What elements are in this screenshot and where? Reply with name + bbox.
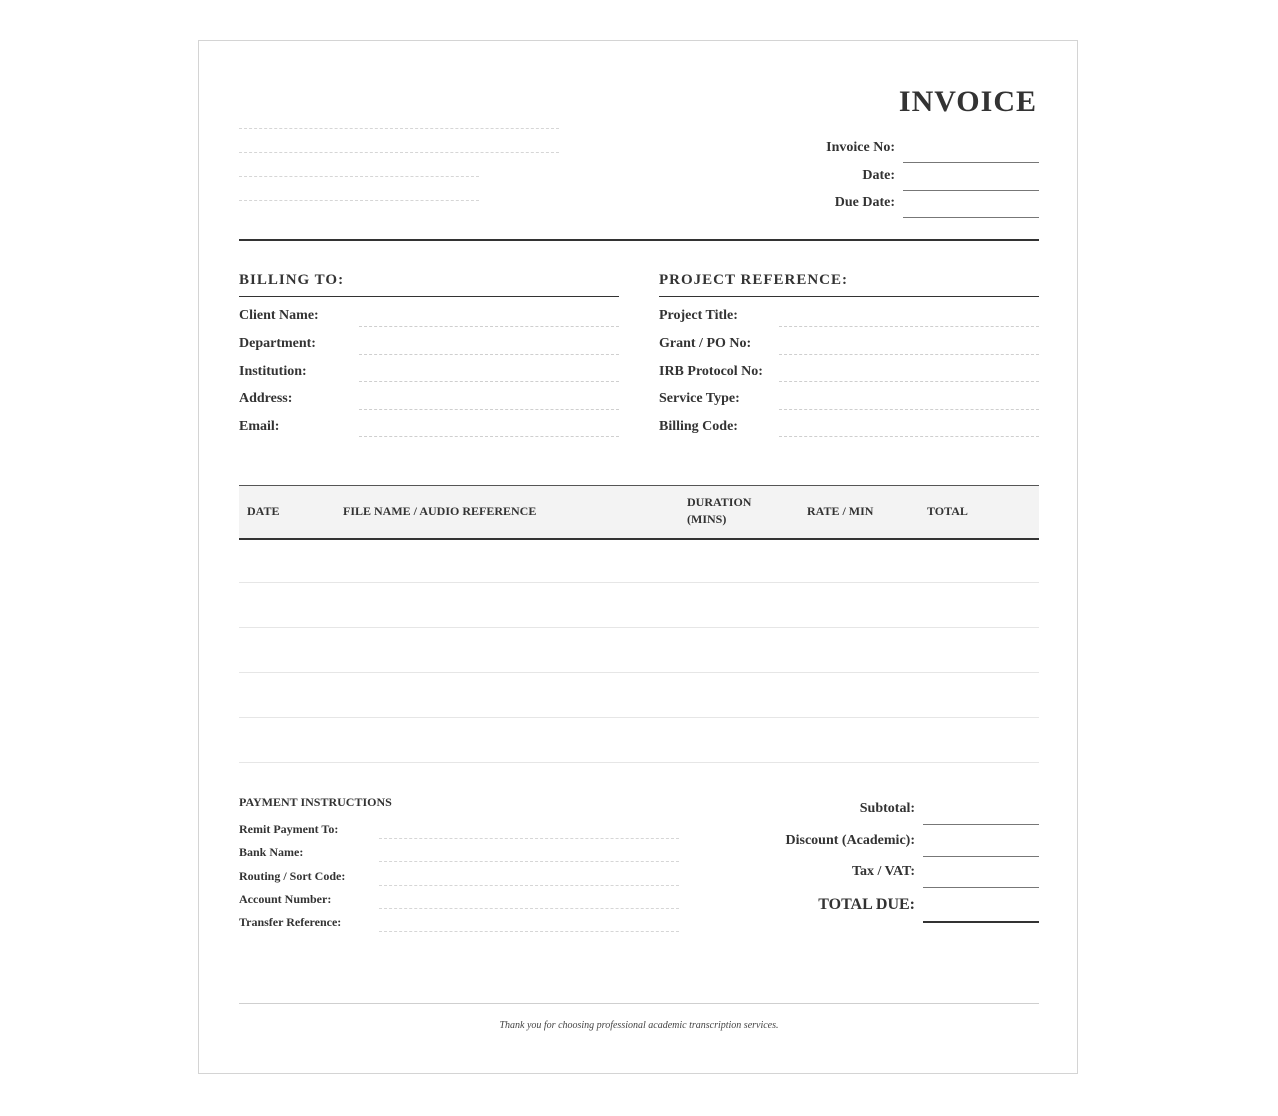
project-title-field[interactable] xyxy=(779,326,1039,327)
invoice-title: INVOICE xyxy=(898,85,1037,118)
table-header xyxy=(239,485,1039,540)
company-line-4[interactable] xyxy=(239,200,479,201)
transfer-reference-field[interactable] xyxy=(379,931,679,932)
table-row[interactable] xyxy=(239,717,1039,718)
due-date-field[interactable] xyxy=(903,217,1039,218)
client-name-field[interactable] xyxy=(359,326,619,327)
total-due-field[interactable] xyxy=(923,921,1039,923)
invoice-page xyxy=(198,40,1078,1074)
remit-to-label: Remit Payment To: xyxy=(239,822,339,836)
account-number-field[interactable] xyxy=(379,908,679,909)
bank-name-label: Bank Name: xyxy=(239,845,304,859)
date-field[interactable] xyxy=(903,190,1039,191)
discount-label: Discount (Academic): xyxy=(785,833,915,848)
irb-protocol-label: IRB Protocol No: xyxy=(659,364,763,379)
project-section-title: PROJECT REFERENCE: xyxy=(659,272,848,288)
billing-section-title: BILLING TO: xyxy=(239,272,345,288)
department-field[interactable] xyxy=(359,354,619,355)
subtotal-label: Subtotal: xyxy=(859,801,915,816)
transfer-reference-label: Transfer Reference: xyxy=(239,915,342,929)
billing-code-field[interactable] xyxy=(779,436,1039,437)
table-row[interactable] xyxy=(239,627,1039,628)
col-date: DATE xyxy=(247,504,280,518)
irb-protocol-field[interactable] xyxy=(779,381,1039,382)
institution-field[interactable] xyxy=(359,381,619,382)
address-label: Address: xyxy=(239,391,293,406)
tax-vat-label: Tax / VAT: xyxy=(851,864,915,879)
date-label: Date: xyxy=(862,168,895,183)
email-label: Email: xyxy=(239,419,280,434)
col-file-name: FILE NAME / AUDIO REFERENCE xyxy=(343,504,537,518)
service-type-label: Service Type: xyxy=(659,391,740,406)
discount-field[interactable] xyxy=(923,856,1039,857)
client-name-label: Client Name: xyxy=(239,308,319,323)
payment-section-title: PAYMENT INSTRUCTIONS xyxy=(239,795,392,809)
col-duration: DURATION (MINS) xyxy=(687,495,752,526)
bank-name-field[interactable] xyxy=(379,861,679,862)
grant-po-field[interactable] xyxy=(779,354,1039,355)
routing-code-field[interactable] xyxy=(379,885,679,886)
grant-po-label: Grant / PO No: xyxy=(659,336,752,351)
due-date-label: Due Date: xyxy=(834,195,895,210)
invoice-no-label: Invoice No: xyxy=(826,140,895,155)
billing-code-label: Billing Code: xyxy=(659,419,738,434)
address-field[interactable] xyxy=(359,409,619,410)
subtotal-field[interactable] xyxy=(923,824,1039,825)
footer-thank-you: Thank you for choosing professional academic transcription services. xyxy=(499,1020,779,1031)
project-title-label: Project Title: xyxy=(659,308,738,323)
institution-label: Institution: xyxy=(239,364,307,379)
remit-to-field[interactable] xyxy=(379,838,679,839)
footer-divider xyxy=(239,1003,1039,1004)
billing-section-rule xyxy=(239,296,619,297)
col-total: TOTAL xyxy=(927,504,968,518)
invoice-no-field[interactable] xyxy=(903,162,1039,163)
department-label: Department: xyxy=(239,336,316,351)
account-number-label: Account Number: xyxy=(239,892,332,906)
email-field[interactable] xyxy=(359,436,619,437)
header-divider xyxy=(239,239,1039,241)
company-line-3[interactable] xyxy=(239,176,479,177)
total-due-label: TOTAL DUE: xyxy=(818,896,915,913)
table-row[interactable] xyxy=(239,762,1039,763)
company-line-1[interactable] xyxy=(239,128,559,129)
project-section-rule xyxy=(659,296,1039,297)
table-row[interactable] xyxy=(239,672,1039,673)
table-row[interactable] xyxy=(239,582,1039,583)
routing-code-label: Routing / Sort Code: xyxy=(239,869,346,883)
company-line-2[interactable] xyxy=(239,152,559,153)
tax-vat-field[interactable] xyxy=(923,887,1039,888)
service-type-field[interactable] xyxy=(779,409,1039,410)
col-rate: RATE / MIN xyxy=(807,504,874,518)
